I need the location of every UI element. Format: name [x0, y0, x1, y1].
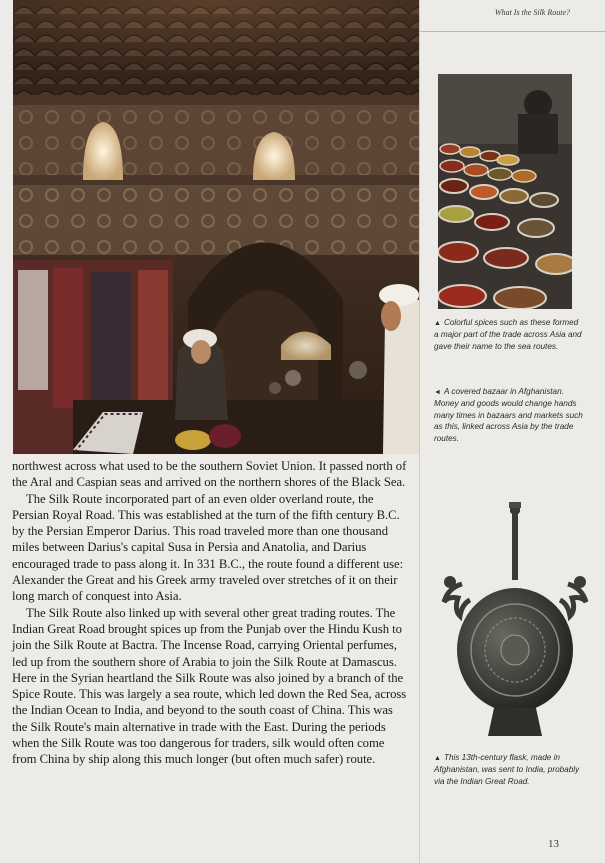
bazaar-caption: ◄ A covered bazaar in Afghanistan. Money and goods would change hands many times in bazaars and markets such as this, linked across Asia by the trade routes.	[434, 387, 583, 443]
left-pointer-icon: ◄	[434, 389, 441, 396]
paragraph-continued: northwest across what used to be the southern Soviet Union. It passed north of the Aral and Caspian seas and arrived on the northern shores of the Black Sea.	[12, 459, 407, 490]
page-number: 13	[548, 838, 559, 850]
up-pointer-icon: ▲	[434, 320, 441, 327]
bazaar-photo	[13, 0, 419, 454]
body-text	[12, 458, 408, 768]
flask-caption: ▲ This 13th-century flask, made in Afghanistan, was sent to India, probably via the Indian Great Road.	[434, 753, 580, 786]
running-header: What Is the Silk Route?	[494, 8, 570, 17]
paragraph-royal-road: The Silk Route incorporated part of an even older overland route, the Persian Royal Road. This was established at the turn of the fifth century B.C. by the Persian Emperor Darius. This road traveled more than one thousand miles between Darius's capital Susa in Persia and Anatolia, and Darius encouraged trade to pass along it. In 331 B.C., the route found a different use: Alexander the Great and his Greek army traveled over stretches of it on their long march of conquest into Asia.	[12, 491, 404, 604]
header-rule	[419, 31, 605, 32]
column-divider	[419, 0, 420, 863]
flask-photo	[434, 500, 596, 744]
up-pointer-icon: ▲	[434, 755, 441, 762]
spices-photo	[438, 74, 572, 309]
paragraph-trade-routes: The Silk Route also linked up with several other great trading routes. The Indian Great Road brought spices up from the Punjab over the Hindu Kush to join the Silk Route at Bactra. The Incense Road, carrying Oriental perfumes, led up from the southern shore of Arabia to join the Silk Route at Damascus. Here in the Syrian heartland the Silk Route was also joined by a branch of the Spice Route. This was largely a sea route, which led down the Red Sea, across the Indian Ocean to India, and beyond to the south coast of China. This was the Silk Route's main alternative in trade with the East. During the periods when the Silk Route was too dangerous for traders, silk would often come from China by ship along this much longer (but often much safer) route.	[12, 605, 407, 767]
spices-caption: ▲ Colorful spices such as these formed a major part of the trade across Asia and gave their name to the sea routes.	[434, 318, 582, 351]
